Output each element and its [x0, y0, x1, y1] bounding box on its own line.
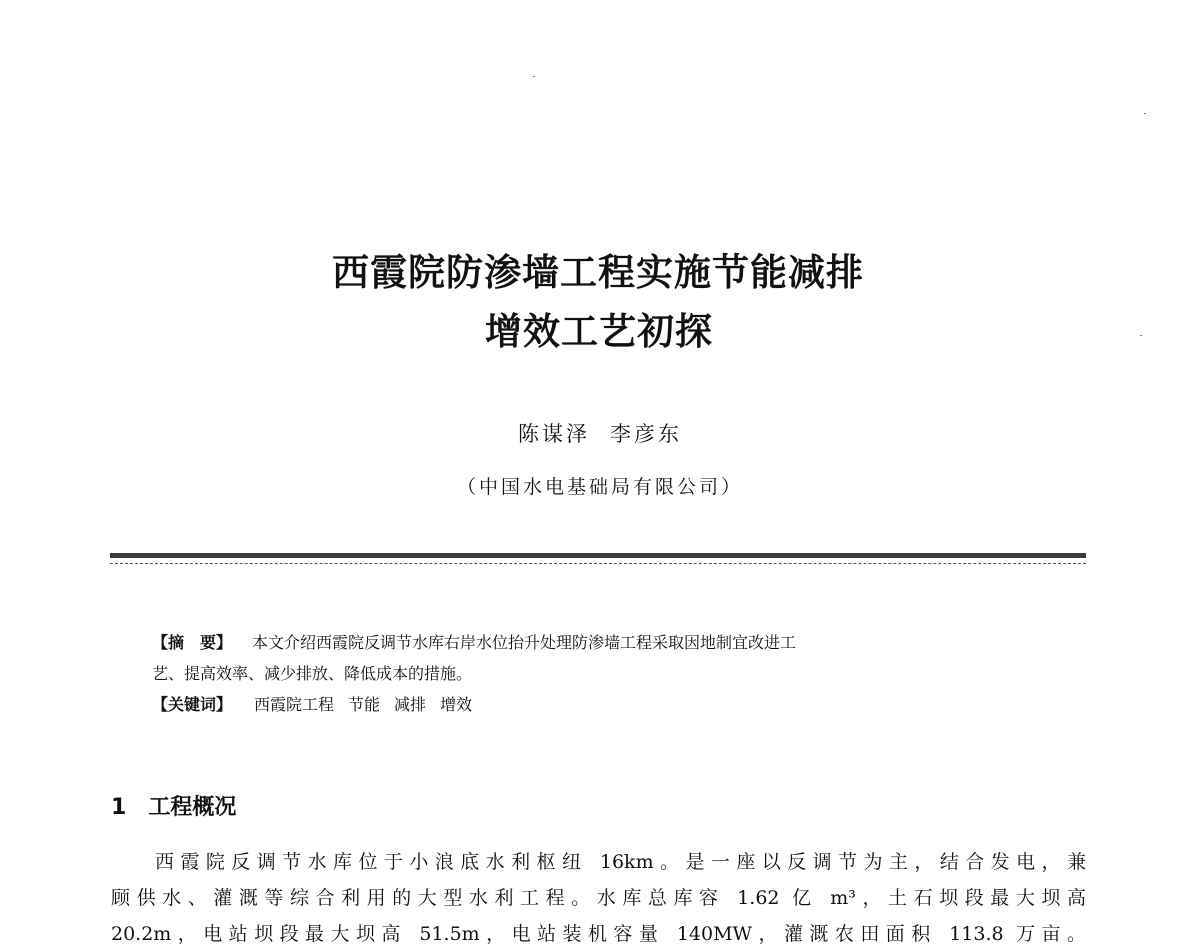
- abstract-line: [152, 627, 1052, 658]
- abstract-line: [152, 658, 1052, 689]
- header-divider-thin: [110, 563, 1086, 564]
- section-number: 1: [111, 795, 127, 820]
- abstract-text: 本文介绍西霞院反调节水库右岸水位抬升处理防渗墙工程采取因地制宜改进工: [252, 633, 797, 652]
- abstract-text: 艺、提高效率、减少排放、降低成本的措施。: [152, 664, 473, 683]
- keyword: 减排: [394, 695, 427, 714]
- author-name: 李彦东: [610, 422, 682, 446]
- keywords-line: [152, 689, 1052, 720]
- scan-speck: [1144, 113, 1146, 114]
- body-line: 20.2m，电站坝段最大坝高 51.5m，电站装机容量 140MW，灌溉农田面积 113.8 万亩。: [111, 923, 1086, 945]
- body-line: 西霞院反调节水库位于小浪底水利枢纽 16km。是一座以反调节为主，结合发电，兼: [155, 851, 1086, 873]
- body-line: 顾供水、灌溉等综合利用的大型水利工程。水库总库容 1.62 亿 m³，土石坝段最大坝高: [111, 887, 1086, 909]
- section-title: 工程概况: [148, 795, 237, 820]
- keywords-label: 【关键词】: [152, 695, 233, 714]
- scan-speck: [533, 76, 535, 77]
- paper-title-line-1: 西霞院防渗墙工程实施节能减排: [332, 251, 864, 294]
- section-heading: [111, 790, 236, 821]
- keyword: 节能: [348, 695, 381, 714]
- header-divider-thick: [110, 553, 1086, 558]
- author-affiliation: （中国水电基础局有限公司）: [456, 476, 743, 498]
- author-name: 陈谋泽: [518, 422, 590, 446]
- abstract-label: 【摘 要】: [152, 633, 233, 652]
- author-list: [0, 418, 1200, 448]
- keyword: 增效: [440, 695, 473, 714]
- paper-title-line-2: 增效工艺初探: [485, 310, 713, 353]
- abstract-block: [152, 627, 1052, 720]
- body-paragraph: [111, 844, 1086, 952]
- keyword: 西霞院工程: [254, 695, 335, 714]
